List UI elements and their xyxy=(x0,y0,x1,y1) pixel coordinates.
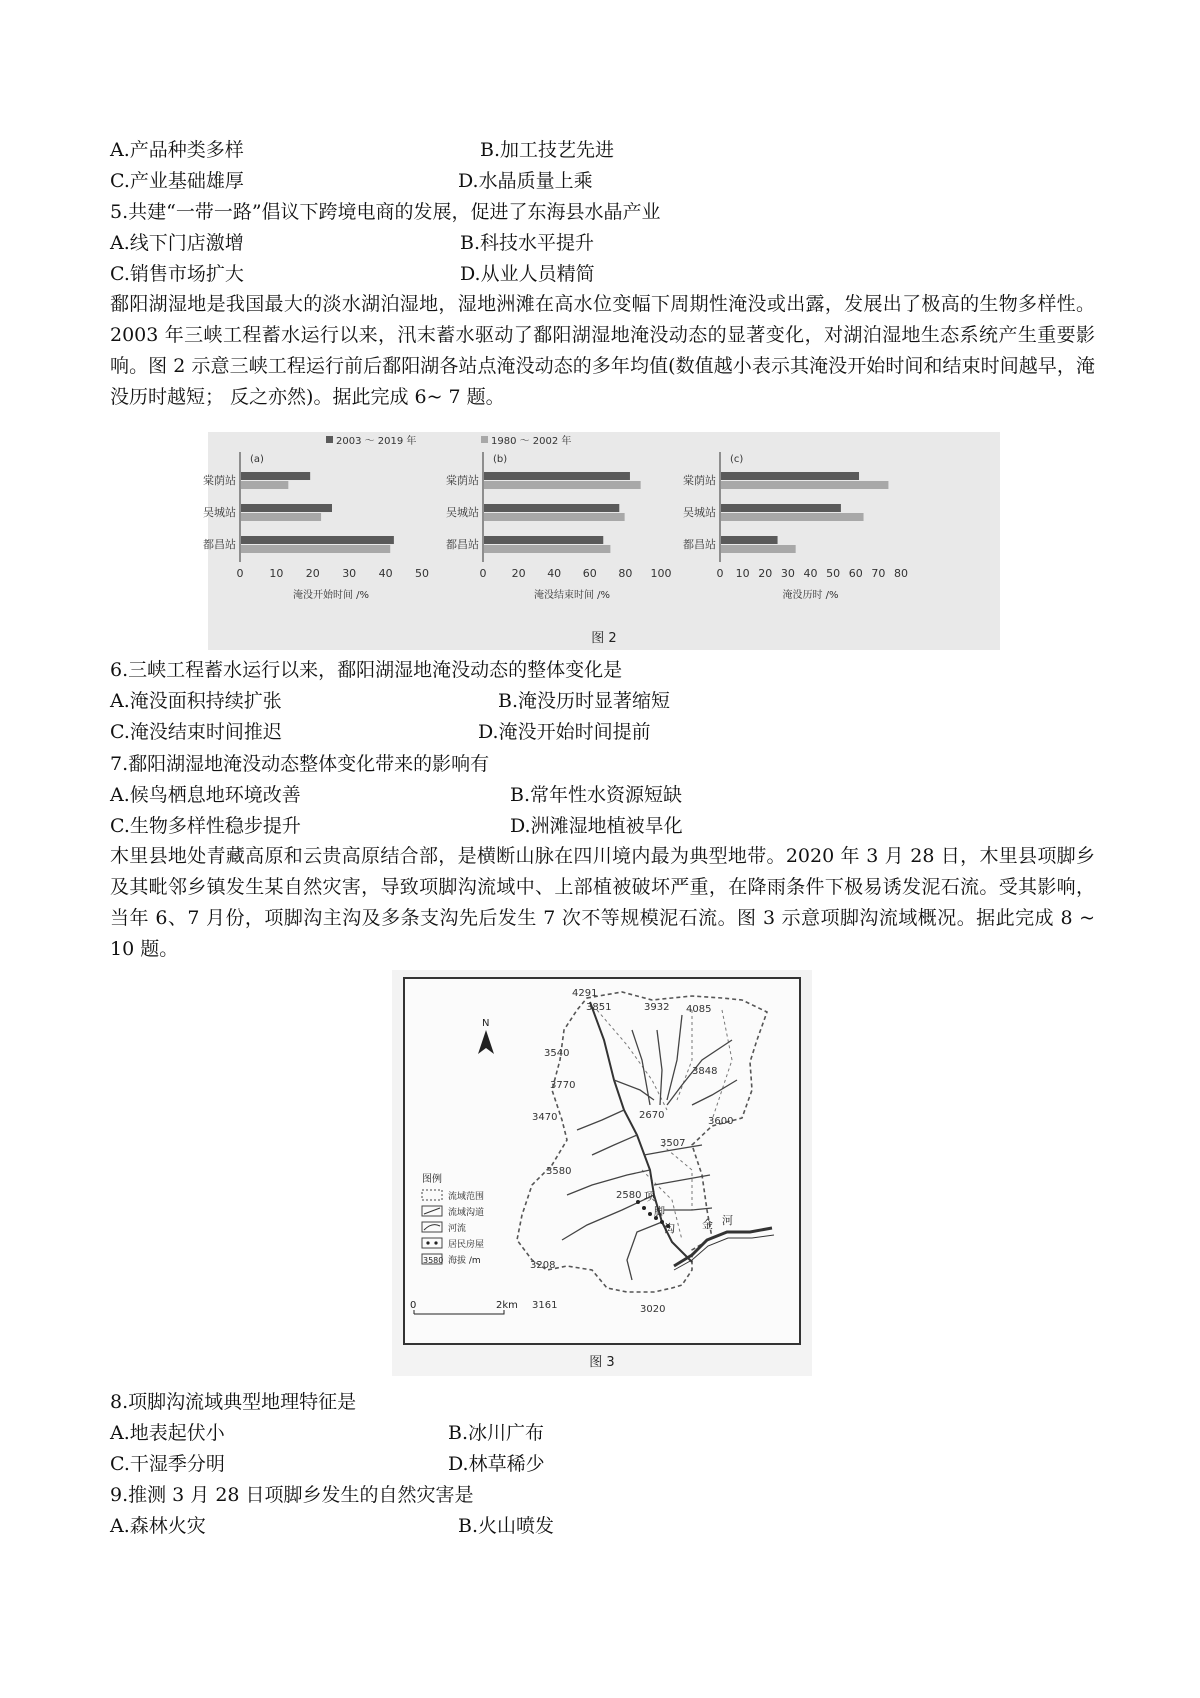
x-tick-label: 50 xyxy=(826,567,841,580)
q7-option-c: C.生物多样性稳步提升 xyxy=(110,815,301,837)
bar-recent xyxy=(721,504,841,512)
x-tick-label: 30 xyxy=(342,567,357,580)
x-tick-label: 0 xyxy=(236,567,244,580)
elevation-label: 3540 xyxy=(544,1048,570,1059)
x-tick-label: 80 xyxy=(894,567,908,580)
x-tick-label: 0 xyxy=(716,567,724,580)
figure-3-map xyxy=(392,970,812,1376)
bar-recent xyxy=(241,536,394,544)
legend-houses: 居民房屋 xyxy=(448,1240,485,1250)
q5-option-b: B.科技水平提升 xyxy=(460,232,595,254)
category-label: 吴城站 xyxy=(683,506,716,519)
chart-panel-0 xyxy=(203,452,429,601)
x-tick-label: 20 xyxy=(758,567,773,580)
category-label: 棠荫站 xyxy=(683,474,716,487)
legend-swatch-past xyxy=(481,436,488,443)
figure-2-caption: 图 2 xyxy=(591,631,617,646)
bar-past xyxy=(721,513,864,521)
q4-option-b: B.加工技艺先进 xyxy=(480,139,615,161)
figure-3-caption: 图 3 xyxy=(589,1355,615,1370)
category-label: 都昌站 xyxy=(203,538,236,551)
q9-option-b: B.火山喷发 xyxy=(458,1515,555,1537)
q8-option-c: C.干湿季分明 xyxy=(110,1453,225,1475)
q6-option-a: A.淹没面积持续扩张 xyxy=(110,690,282,712)
bar-recent xyxy=(484,536,603,544)
q7-option-d: D.洲滩湿地植被旱化 xyxy=(510,815,683,837)
bar-past xyxy=(484,513,625,521)
panel-label: (c) xyxy=(730,454,744,465)
place-char-jin: 金 xyxy=(702,1218,713,1231)
bar-past xyxy=(241,481,288,489)
legend-swatch-recent xyxy=(326,436,333,443)
category-label: 棠荫站 xyxy=(446,474,479,487)
q9-option-a: A.森林火灾 xyxy=(110,1515,206,1537)
bar-past xyxy=(484,545,610,553)
x-tick-label: 40 xyxy=(547,567,562,580)
q4-option-c: C.产业基础雄厚 xyxy=(110,170,244,192)
legend-river: 河流 xyxy=(448,1224,467,1234)
q5-option-d: D.从业人员精简 xyxy=(460,263,595,285)
x-axis-label: 淹没结束时间 /% xyxy=(533,590,611,601)
q8-option-d: D.林草稀少 xyxy=(448,1453,545,1475)
north-label: N xyxy=(482,1018,490,1029)
q8-option-a: A.地表起伏小 xyxy=(110,1422,225,1444)
bar-past xyxy=(721,481,888,489)
figure-3 xyxy=(392,970,812,1376)
x-axis-label: 淹没开始时间 /% xyxy=(292,590,370,601)
x-tick-label: 100 xyxy=(650,567,672,580)
q4-option-d: D.水晶质量上乘 xyxy=(458,170,593,192)
x-tick-label: 40 xyxy=(803,567,818,580)
place-char-xiang: 项 xyxy=(644,1190,655,1203)
category-label: 棠荫站 xyxy=(203,474,236,487)
elevation-label: 4291 xyxy=(572,988,598,999)
panel-label: (b) xyxy=(493,454,508,465)
x-tick-label: 50 xyxy=(415,567,429,580)
q5-stem: 5.共建“一带一路”倡议下跨境电商的发展，促进了东海县水晶产业 xyxy=(110,201,661,223)
x-tick-label: 60 xyxy=(848,567,863,580)
category-label: 都昌站 xyxy=(683,538,716,551)
q6-option-c: C.淹没结束时间推迟 xyxy=(110,721,282,743)
x-tick-label: 0 xyxy=(479,567,487,580)
q7-stem: 7.鄱阳湖湿地淹没动态整体变化带来的影响有 xyxy=(110,753,490,775)
elevation-label: 3580 xyxy=(546,1166,572,1177)
bar-past xyxy=(241,513,321,521)
x-tick-label: 20 xyxy=(511,567,526,580)
legend-basin: 流域范围 xyxy=(448,1192,485,1202)
elevation-label: 3507 xyxy=(660,1138,686,1149)
q5-option-c: C.销售市场扩大 xyxy=(110,263,244,285)
q7-option-b: B.常年性水资源短缺 xyxy=(510,784,683,806)
q5-option-a: A.线下门店激增 xyxy=(110,232,244,254)
place-char-he: 河 xyxy=(722,1214,733,1227)
elevation-label: 3848 xyxy=(692,1066,718,1077)
q6-stem: 6.三峡工程蓄水运行以来，鄱阳湖湿地淹没动态的整体变化是 xyxy=(110,659,623,681)
q4-option-a: A.产品种类多样 xyxy=(110,139,244,161)
q8-stem: 8.项脚沟流域典型地理特征是 xyxy=(110,1391,357,1413)
chart-panel-2 xyxy=(683,452,908,601)
elevation-label: 3600 xyxy=(708,1116,734,1127)
legend-elevation: 海拔 /m xyxy=(448,1256,481,1266)
x-tick-label: 30 xyxy=(780,567,795,580)
bar-recent xyxy=(721,472,859,480)
x-tick-label: 70 xyxy=(871,567,886,580)
figure-2-chart xyxy=(203,432,1000,650)
elevation-label: 3932 xyxy=(644,1002,670,1013)
x-tick-label: 10 xyxy=(735,567,750,580)
x-tick-label: 20 xyxy=(305,567,320,580)
legend-label-recent: 2003 ～ 2019 年 xyxy=(336,436,417,447)
q6-option-b: B.淹没历时显著缩短 xyxy=(498,690,671,712)
passage-poyang: 鄱阳湖湿地是我国最大的淡水湖泊湿地，湿地洲滩在高水位变幅下周期性淹没或出露，发展出了极高的生物多样性。2003 年三峡工程蓄水运行以来，汛末蓄水驱动了鄱阳湖湿地淹没动态的显著变化，对湖泊湿地生态系统产生重要影响。图 2 示意三峡工程运行前后鄱阳湖各站点淹没动态的多年均值(数值越小表示其淹没开始时间和结束时间越早，淹没历时越短； 反之亦然)。据此完成 6~ 7 题。 xyxy=(110,293,1095,408)
x-axis-label: 淹没历时 /% xyxy=(782,590,839,601)
scale-start: 0 xyxy=(410,1300,417,1311)
legend-house-dot xyxy=(426,1241,429,1244)
bar-recent xyxy=(241,472,310,480)
x-tick-label: 60 xyxy=(582,567,597,580)
legend-elevation-sample: 3580 xyxy=(423,1256,444,1265)
q7-option-a: A.候鸟栖息地环境改善 xyxy=(110,784,301,806)
panel-label: (a) xyxy=(250,454,264,465)
elevation-label: 2580 xyxy=(616,1190,642,1201)
category-label: 吴城站 xyxy=(446,506,479,519)
category-label: 都昌站 xyxy=(446,538,479,551)
bar-recent xyxy=(484,472,630,480)
x-tick-label: 40 xyxy=(378,567,393,580)
legend-house-dot xyxy=(434,1241,437,1244)
legend-title: 图例 xyxy=(422,1174,442,1185)
q8-option-b: B.冰川广布 xyxy=(448,1422,545,1444)
elevation-label: 4085 xyxy=(686,1004,712,1015)
legend-channel: 流域沟道 xyxy=(448,1208,485,1218)
elevation-label: 3161 xyxy=(532,1300,558,1311)
elevation-label: 3020 xyxy=(640,1304,666,1315)
bar-recent xyxy=(721,536,778,544)
bar-past xyxy=(241,545,390,553)
category-label: 吴城站 xyxy=(203,506,236,519)
legend-label-past: 1980 ～ 2002 年 xyxy=(491,436,572,447)
bar-past xyxy=(721,545,796,553)
elevation-label: 2670 xyxy=(639,1110,665,1121)
elevation-label: 3208 xyxy=(530,1260,556,1271)
x-tick-label: 80 xyxy=(618,567,633,580)
q9-stem: 9.推测 3 月 28 日项脚乡发生的自然灾害是 xyxy=(110,1484,474,1506)
x-tick-label: 10 xyxy=(269,567,284,580)
bar-recent xyxy=(484,504,619,512)
scale-end: 2km xyxy=(496,1300,518,1311)
bar-past xyxy=(484,481,641,489)
q6-option-d: D.淹没开始时间提前 xyxy=(478,721,651,743)
elevation-label: 3770 xyxy=(550,1080,576,1091)
elevation-label: 3851 xyxy=(586,1002,612,1013)
bar-recent xyxy=(241,504,332,512)
place-char-jiao: 脚 xyxy=(654,1205,665,1218)
passage-muli: 木里县地处青藏高原和云贵高原结合部，是横断山脉在四川境内最为典型地带。2020 年 3 月 28 日，木里县项脚乡及其毗邻乡镇发生某自然灾害，导致项脚沟流域中、上部植被破坏严重，在降雨条件下极易诱发泥石流。受其影响，当年 6、7 月份，项脚沟主沟及多条支沟先后发生 7 次不等规模泥石流。图 3 示意项脚沟流域概况。据此完成 8 ~ 10 题。 xyxy=(110,845,1095,960)
place-char-gou: 沟 xyxy=(664,1222,675,1235)
elevation-label: 3470 xyxy=(532,1112,558,1123)
figure-2 xyxy=(203,432,1000,650)
chart-panel-1 xyxy=(446,452,672,601)
